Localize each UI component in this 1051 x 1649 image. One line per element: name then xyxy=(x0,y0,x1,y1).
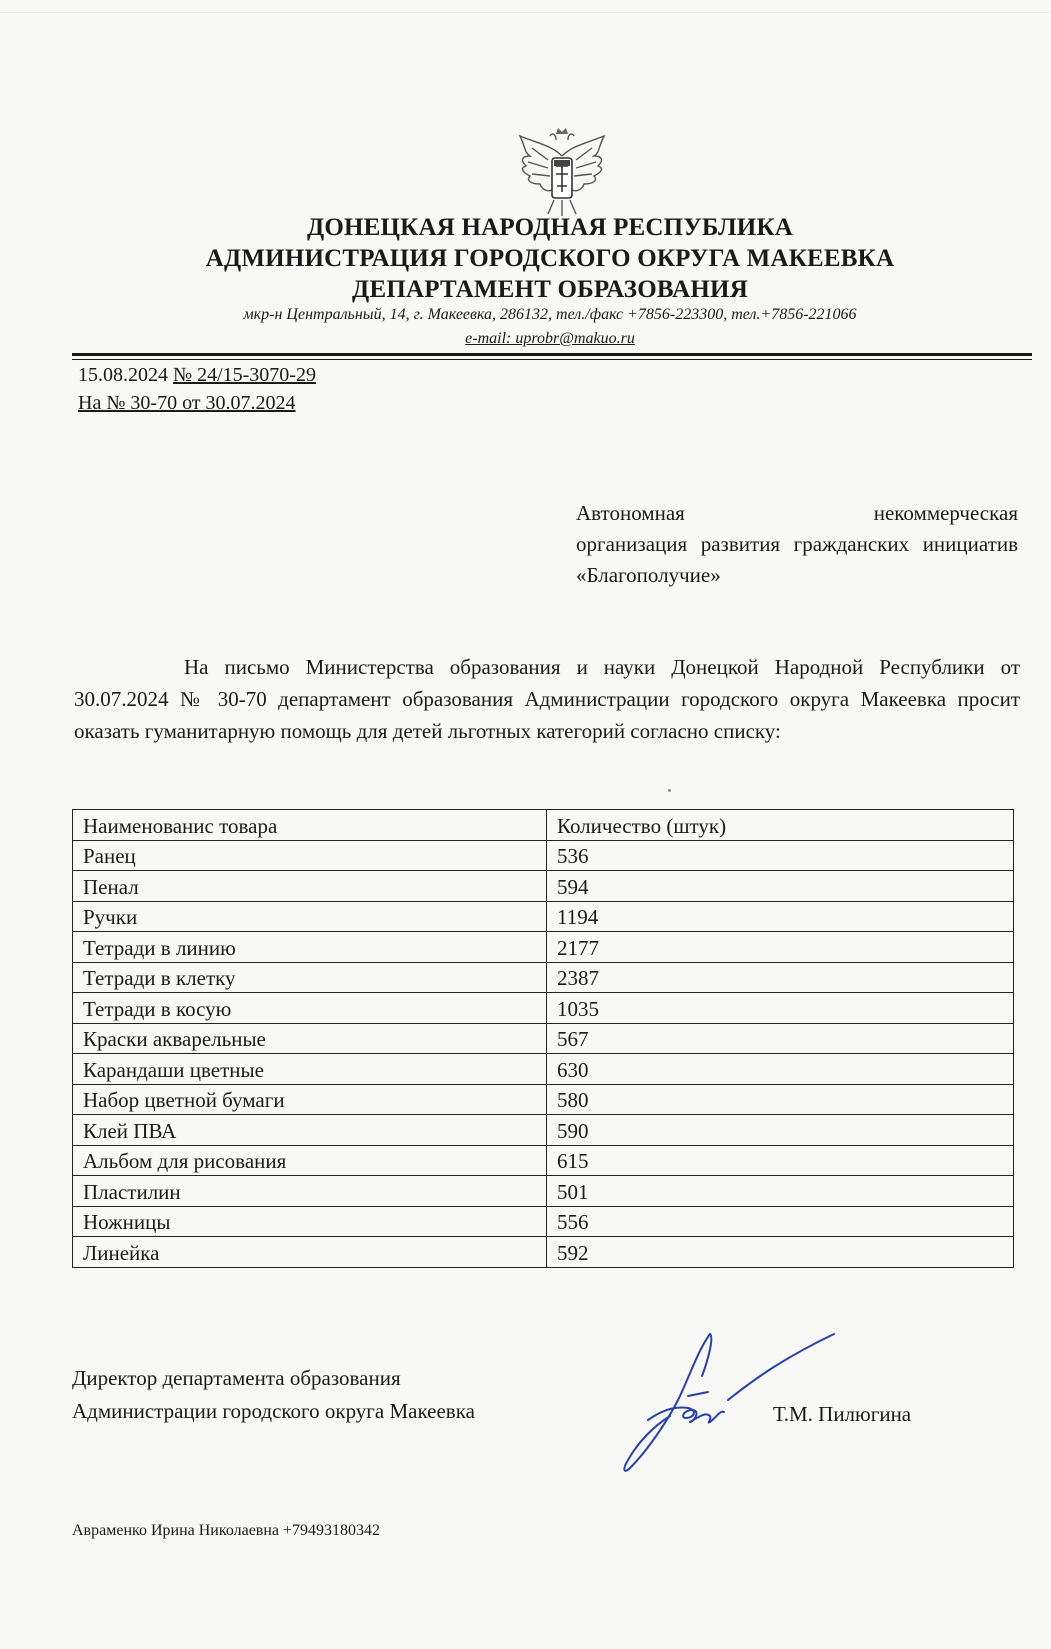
addressee-word2: некоммерческая xyxy=(873,501,1018,525)
item-quantity: 592 xyxy=(547,1237,1014,1268)
item-quantity: 567 xyxy=(547,1023,1014,1054)
addressee-word1: Автономная xyxy=(576,501,685,525)
item-name: Ручки xyxy=(73,901,547,932)
items-table xyxy=(72,809,1014,1268)
item-name: Пластилин xyxy=(73,1176,547,1207)
item-name: Линейка xyxy=(73,1237,547,1268)
table-row xyxy=(73,1237,1014,1268)
coat-of-arms-icon xyxy=(512,126,612,218)
signatory-name: Т.М. Пилюгина xyxy=(773,1402,912,1426)
header-rule-thin xyxy=(72,359,1032,360)
column-header-quantity: Количество (штук) xyxy=(547,810,1014,841)
table-row xyxy=(73,962,1014,993)
item-quantity: 580 xyxy=(547,1084,1014,1115)
department-title: ДЕПАРТАМЕНТ ОБРАЗОВАНИЯ xyxy=(352,276,748,303)
signatory-title-line1: Директор департамента образования xyxy=(72,1366,401,1390)
item-quantity: 501 xyxy=(547,1176,1014,1207)
addressee-block xyxy=(576,498,1018,591)
addressee-rest: организация развития гражданских инициатив «Благополучие» xyxy=(576,532,1018,587)
signatory-title-line2: Администрации городского округа Макеевка xyxy=(72,1399,475,1423)
item-name: Тетради в клетку xyxy=(73,962,547,993)
letter-body: На письмо Министерства образования и науки Донецкой Народной Республики от 30.07.2024 № 30-70 департамент образования Администрации городского округа Макеевка просит оказать гуманитарную помощь для детей льготных категорий согласно списку: xyxy=(74,655,1020,743)
republic-title: ДОНЕЦКАЯ НАРОДНАЯ РЕСПУБЛИКА xyxy=(306,214,794,241)
table-row xyxy=(73,1145,1014,1176)
table-row xyxy=(73,901,1014,932)
item-quantity: 1035 xyxy=(547,993,1014,1024)
item-quantity: 556 xyxy=(547,1206,1014,1237)
outgoing-reference xyxy=(78,364,316,387)
item-quantity: 590 xyxy=(547,1115,1014,1146)
item-name: Карандаши цветные xyxy=(73,1054,547,1085)
table-row xyxy=(73,1084,1014,1115)
table-row xyxy=(73,840,1014,871)
item-quantity: 1194 xyxy=(547,901,1014,932)
item-name: Тетради в линию xyxy=(73,932,547,963)
contact-person: Авраменко Ирина Николаевна +79493180342 xyxy=(72,1522,381,1539)
email-line: e-mail: uprobr@makuo.ru xyxy=(465,330,635,347)
table-row xyxy=(73,1206,1014,1237)
item-name: Альбом для рисования xyxy=(73,1145,547,1176)
document-number: № 24/15-3070-29 xyxy=(173,364,316,386)
column-header-item: Наименованис товара xyxy=(73,810,547,841)
administration-title: АДМИНИСТРАЦИЯ ГОРОДСКОГО ОКРУГА МАКЕЕВКА xyxy=(205,245,895,272)
reply-reference: На № 30-70 от 30.07.2024 xyxy=(78,392,296,414)
item-quantity: 2177 xyxy=(547,932,1014,963)
table-row xyxy=(73,993,1014,1024)
item-name: Набор цветной бумаги xyxy=(73,1084,547,1115)
item-quantity: 536 xyxy=(547,840,1014,871)
scan-speck xyxy=(668,789,671,792)
table-row xyxy=(73,871,1014,902)
document-date: 15.08.2024 xyxy=(78,364,168,386)
table-row xyxy=(73,932,1014,963)
item-name: Ножницы xyxy=(73,1206,547,1237)
item-name: Тетради в косую xyxy=(73,993,547,1024)
address-line: мкр-н Центральный, 14, г. Макеевка, 286132, тел./факс +7856-223300, тел.+7856-221066 xyxy=(243,306,857,323)
item-name: Краски акварельные xyxy=(73,1023,547,1054)
table-row xyxy=(73,1115,1014,1146)
header-rule-thick xyxy=(72,353,1032,356)
scan-edge-line xyxy=(0,12,1051,13)
item-quantity: 615 xyxy=(547,1145,1014,1176)
item-name: Ранец xyxy=(73,840,547,871)
table-row xyxy=(73,1023,1014,1054)
table-header-row xyxy=(73,810,1014,841)
item-quantity: 630 xyxy=(547,1054,1014,1085)
item-name: Пенал xyxy=(73,871,547,902)
item-quantity: 594 xyxy=(547,871,1014,902)
table-row xyxy=(73,1054,1014,1085)
table-row xyxy=(73,1176,1014,1207)
item-name: Клей ПВА xyxy=(73,1115,547,1146)
item-quantity: 2387 xyxy=(547,962,1014,993)
